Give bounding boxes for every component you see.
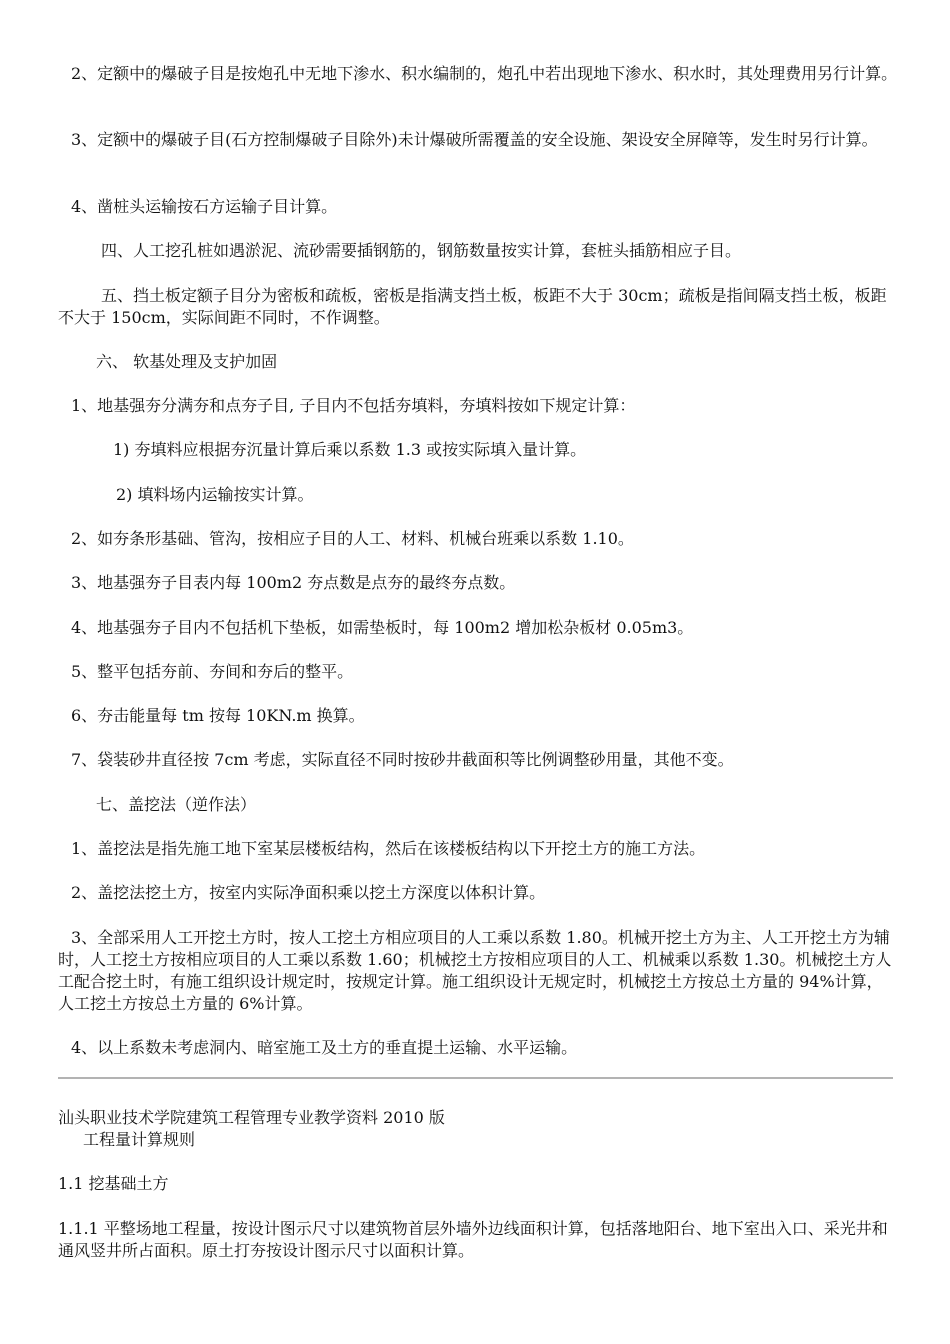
document-title: 工程量计算规则 [83, 1130, 196, 1149]
paragraph-machine-padding: 4、地基强夯子目内不包括机下垫板，如需垫板时，每 100m2 增加松杂板材 0.05m3。 [71, 618, 694, 637]
paragraph-strip-foundation: 2、如夯条形基础、管沟，按相应子目的人工、材料、机械台班乘以系数 1.10。 [71, 529, 634, 548]
paragraph-excavation-coefficients: 3、全部采用人工开挖土方时，按人工挖土方相应项目的人工乘以系数 1.80。机械开挖土方为主、人工开挖土方为辅时，人工挖土方按相应项目的人工乘以系数 1.60；机械挖土方按相应项目的人工、机械乘以系数 1.30。机械挖土方人工配合挖土时，有施工组织设计规定时，按规定计算。施工组织设计无规定时，机械挖土方按总土方量的 94%计算，人工挖土方按总土方量的 6%计算。 [58, 928, 892, 1013]
paragraph-pile-head-transport: 4、凿桩头运输按石方运输子目计算。 [71, 197, 338, 216]
paragraph-section-five: 五、挡土板定额子目分为密板和疏板，密板是指满支挡土板，板距不大于 30cm；疏板是指间隔支挡土板，板距不大于 150cm，实际间距不同时，不作调整。 [58, 286, 887, 327]
paragraph-fill-material-2: 2) 填料场内运输按实计算。 [116, 485, 314, 504]
paragraph-blasting-water: 2、定额中的爆破子目是按炮孔中无地下渗水、积水编制的，炮孔中若出现地下渗水、积水时，其处理费用另行计算。 [71, 64, 898, 83]
paragraph-blasting-safety: 3、定额中的爆破子目(石方控制爆破子目除外)未计爆破所需覆盖的安全设施、架设安全屏障等，发生时另行计算。 [71, 130, 878, 149]
paragraph-leveling: 5、整平包括夯前、夯间和夯后的整平。 [71, 662, 354, 681]
paragraph-fill-material-1: 1) 夯填料应根据夯沉量计算后乘以系数 1.3 或按实际填入量计算。 [113, 440, 587, 459]
paragraph-1-1-1: 1.1.1 平整场地工程量，按设计图示尺寸以建筑物首层外墙外边线面积计算，包括落地阳台、地下室出入口、采光井和通风竖井所占面积。原土打夯按设计图示尺寸以面积计算。 [58, 1219, 888, 1260]
paragraph-cover-excavation-volume: 2、盖挖法挖土方，按室内实际净面积乘以挖土方深度以体积计算。 [71, 883, 546, 902]
heading-section-seven: 七、盖挖法（逆作法） [96, 795, 257, 814]
section-heading-1-1: 1.1 挖基础土方 [58, 1174, 169, 1193]
section-divider [58, 1077, 893, 1079]
heading-section-six: 六、 软基处理及支护加固 [96, 352, 278, 371]
paragraph-cover-excavation-def: 1、盖挖法是指先施工地下室某层楼板结构，然后在该楼板结构以下开挖土方的施工方法。 [71, 839, 706, 858]
paragraph-sand-drain: 7、袋装砂井直径按 7cm 考虑，实际直径不同时按砂井截面积等比例调整砂用量，其他不变。 [71, 750, 734, 769]
paragraph-section-four: 四、人工挖孔桩如遇淤泥、流砂需要插钢筋的，钢筋数量按实计算，套桩头插筋相应子目。 [101, 241, 742, 260]
document-source: 汕头职业技术学院建筑工程管理专业教学资料 2010 版 [58, 1108, 445, 1127]
paragraph-coefficient-note: 4、以上系数未考虑洞内、暗室施工及土方的垂直提土运输、水平运输。 [71, 1038, 578, 1057]
paragraph-dynamic-compaction: 1、地基强夯分满夯和点夯子目, 子目内不包括夯填料，夯填料按如下规定计算： [71, 396, 636, 415]
paragraph-compaction-points: 3、地基强夯子目表内每 100m2 夯点数是点夯的最终夯点数。 [71, 573, 516, 592]
paragraph-compaction-energy: 6、夯击能量每 tm 按每 10KN.m 换算。 [71, 706, 365, 725]
